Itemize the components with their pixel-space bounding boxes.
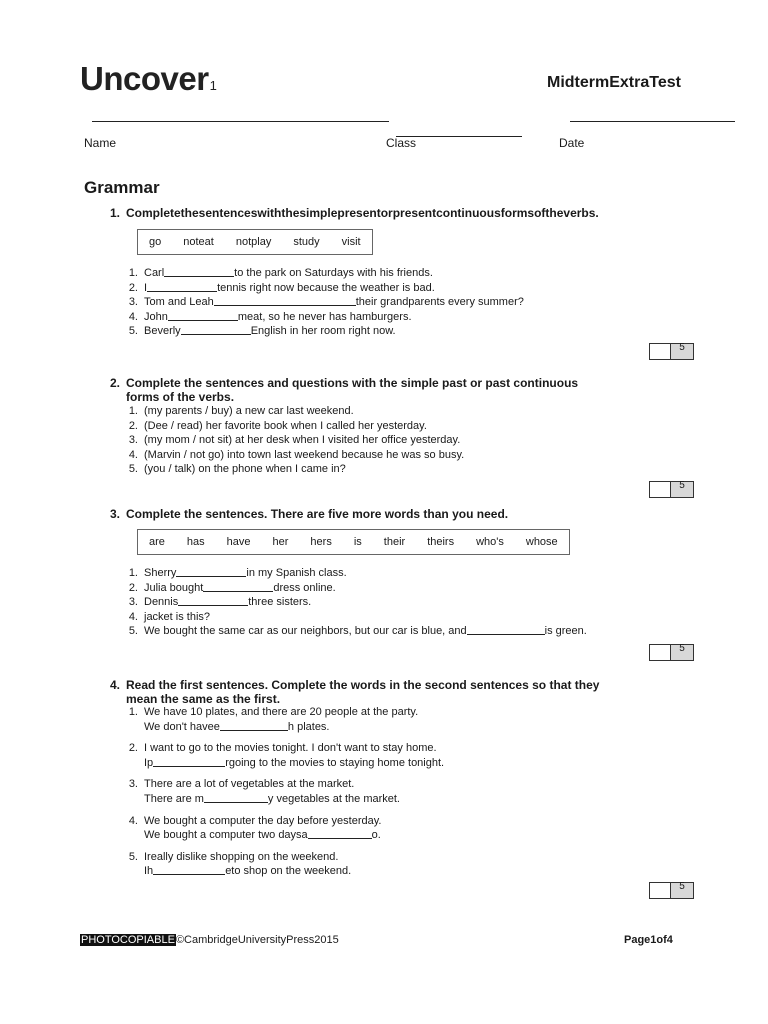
item-text: (Marvin / not go) into town last weekend because he was so busy. <box>144 448 465 461</box>
score-total: 5 <box>671 644 694 661</box>
item-text: to the park on Saturdays with his friends. <box>234 267 433 279</box>
score-entry[interactable] <box>649 882 671 899</box>
list-item <box>122 404 464 419</box>
item-number: 5. <box>128 325 138 338</box>
item-number-spacer <box>122 792 138 807</box>
list-item <box>122 566 587 581</box>
item-text: three sisters. <box>248 596 312 609</box>
item-number: 5. <box>128 625 138 638</box>
item-number: 5. <box>128 463 138 476</box>
list-item <box>122 433 464 448</box>
item-text: (my parents / buy) a new car last weekend. <box>144 405 354 417</box>
answer-blank[interactable] <box>220 720 288 731</box>
q2-items <box>122 404 464 477</box>
answer-blank[interactable] <box>204 792 268 803</box>
item-number: 3. <box>128 596 138 609</box>
item-number: 2. <box>128 281 138 294</box>
second-sentence-row <box>122 756 444 771</box>
name-label: Name <box>84 136 117 150</box>
first-sentence: There are a lot of vegetables at the market. <box>144 778 355 791</box>
footer <box>80 934 339 946</box>
first-sentence: We bought a computer the day before yesterday. <box>144 814 382 827</box>
item-number: 3. <box>128 778 138 791</box>
list-item <box>122 610 587 625</box>
q3-heading: 3. Complete the sentences. There are five more words than you need. <box>110 507 509 521</box>
logo: Uncover1 <box>80 60 217 97</box>
item-text: tennis right now because the weather is bad. <box>217 281 435 294</box>
item-text: jacket is this? <box>144 610 211 623</box>
q3-word-box <box>137 529 570 555</box>
answer-blank[interactable] <box>214 295 356 306</box>
answer-blank[interactable] <box>153 756 225 767</box>
first-sentence-row <box>122 814 444 829</box>
word-option: hers <box>310 536 332 548</box>
q4-score-box[interactable] <box>649 882 694 899</box>
list-item <box>122 462 464 477</box>
date-line[interactable] <box>570 121 735 122</box>
list-item <box>122 581 587 596</box>
item-text: meat, so he never has hamburgers. <box>237 310 412 323</box>
test-title: MidtermExtraTest <box>547 74 681 91</box>
list-item <box>122 741 444 770</box>
q2-score-box[interactable] <box>649 481 694 498</box>
item-text: Ih <box>144 865 154 878</box>
item-text: y vegetables at the market. <box>267 792 400 805</box>
score-total: 5 <box>671 481 694 498</box>
answer-blank[interactable] <box>308 828 372 839</box>
score-entry[interactable] <box>649 343 671 360</box>
item-text: their grandparents every summer? <box>355 296 524 309</box>
item-number-spacer <box>122 828 138 843</box>
second-sentence-row <box>122 720 444 735</box>
item-text: English in her room right now. <box>250 325 396 338</box>
score-entry[interactable] <box>649 644 671 661</box>
item-number: 1. <box>128 405 138 417</box>
item-number-spacer <box>122 720 138 735</box>
answer-blank[interactable] <box>168 310 238 321</box>
copyright: ©CambridgeUniversityPress2015 <box>175 934 339 946</box>
item-text: There are m <box>144 792 204 805</box>
first-sentence-row <box>122 777 444 792</box>
item-text: in my Spanish class. <box>246 567 347 579</box>
item-text: Carl <box>144 267 165 279</box>
answer-blank[interactable] <box>164 266 234 277</box>
answer-blank[interactable] <box>153 864 225 875</box>
section-title: Grammar <box>84 178 160 197</box>
page-number: Page1of4 <box>624 934 673 946</box>
first-sentence-row <box>122 705 444 720</box>
item-text: Beverly <box>144 325 181 338</box>
first-sentence: Ireally dislike shopping on the weekend. <box>144 850 339 863</box>
score-total: 5 <box>671 343 694 360</box>
item-text: I <box>144 281 148 294</box>
name-line[interactable] <box>92 121 389 122</box>
word-option: has <box>186 536 205 548</box>
photocopiable-label: PHOTOCOPIABLE <box>81 934 175 946</box>
q1-score-box[interactable] <box>649 343 694 360</box>
item-text: dress online. <box>273 581 336 594</box>
item-number: 1. <box>128 267 138 279</box>
item-text: Sherry <box>144 567 177 579</box>
item-text: h plates. <box>287 720 330 733</box>
list-item <box>122 310 524 325</box>
item-number-spacer <box>122 864 138 879</box>
item-text: eto shop on the weekend. <box>225 865 352 878</box>
item-text: We don't havee <box>144 720 220 733</box>
q4-heading: 4. Read the first sentences. Complete the words in the second sentences so that they mean the same as the first. <box>110 678 600 706</box>
word-option: theirs <box>427 536 455 548</box>
item-number-spacer <box>122 756 138 771</box>
item-text: Julia bought <box>144 581 204 594</box>
list-item <box>122 281 524 296</box>
item-number: 4. <box>128 814 138 827</box>
item-number: 2. <box>128 581 138 594</box>
q3-items <box>122 566 587 639</box>
item-number: 4. <box>128 310 138 323</box>
q1-heading: 1. Completethesentenceswiththesimplepresentorpresentcontinuousformsoftheverbs. <box>110 206 599 220</box>
word-option: have <box>226 536 251 548</box>
word-option: are <box>149 536 165 548</box>
item-text: John <box>144 310 168 323</box>
word-option: noteat <box>183 236 214 248</box>
first-sentence: We have 10 plates, and there are 20 people at the party. <box>144 706 419 718</box>
item-number: 2. <box>128 742 138 755</box>
answer-blank[interactable] <box>178 595 248 606</box>
second-sentence-row <box>122 864 444 879</box>
item-text: (you / talk) on the phone when I came in? <box>144 463 346 476</box>
item-number: 2. <box>128 419 138 432</box>
item-text: (Dee / read) her favorite book when I called her yesterday. <box>144 419 427 432</box>
item-text: Dennis <box>144 596 179 609</box>
class-label: Class <box>386 136 417 150</box>
answer-blank[interactable] <box>181 324 251 335</box>
list-item <box>122 595 587 610</box>
second-sentence-row <box>122 792 444 807</box>
answer-blank[interactable] <box>467 624 545 635</box>
list-item <box>122 295 524 310</box>
score-entry[interactable] <box>649 481 671 498</box>
item-number: 1. <box>128 567 138 579</box>
list-item <box>122 419 464 434</box>
word-option: study <box>293 236 320 248</box>
list-item <box>122 324 524 339</box>
q4-items <box>122 705 444 879</box>
item-text: We bought the same car as our neighbors, but our car is blue, and <box>144 625 467 638</box>
item-number: 4. <box>128 610 138 623</box>
item-number: 3. <box>128 434 138 447</box>
list-item <box>122 814 444 843</box>
item-text: Tom and Leah <box>144 296 214 309</box>
item-number: 3. <box>128 296 138 309</box>
q2-heading: 2. Complete the sentences and questions with the simple past or past continuous forms of the verbs. <box>110 376 579 404</box>
word-option: her <box>272 536 289 548</box>
first-sentence-row <box>122 741 444 756</box>
answer-blank[interactable] <box>203 581 273 592</box>
item-text: We bought a computer two daysa <box>144 829 308 842</box>
item-text: Ip <box>144 756 154 769</box>
list-item <box>122 777 444 806</box>
item-text: (my mom / not sit) at her desk when I visited her office yesterday. <box>144 434 461 447</box>
item-number: 5. <box>128 850 138 863</box>
q1-items <box>122 266 524 339</box>
word-option: who's <box>476 536 504 548</box>
item-text: is green. <box>544 625 587 638</box>
answer-blank[interactable] <box>147 281 217 292</box>
list-item <box>122 266 524 281</box>
list-item <box>122 624 587 639</box>
q1-word-box <box>137 229 373 255</box>
score-total: 5 <box>671 882 694 899</box>
first-sentence: I want to go to the movies tonight. I don't want to stay home. <box>144 742 437 755</box>
q3-score-box[interactable] <box>649 644 694 661</box>
list-item <box>122 850 444 879</box>
item-text: rgoing to the movies to staying home tonight. <box>225 756 445 769</box>
date-label: Date <box>559 136 585 150</box>
word-option: is <box>353 536 362 548</box>
list-item <box>122 448 464 463</box>
list-item <box>122 705 444 734</box>
answer-blank[interactable] <box>176 566 246 577</box>
word-option: their <box>383 536 406 548</box>
word-option: visit <box>341 236 361 248</box>
word-option: notplay <box>235 236 272 248</box>
item-number: 1. <box>128 706 138 718</box>
item-text: o. <box>371 829 381 842</box>
second-sentence-row <box>122 828 444 843</box>
word-option: go <box>149 236 162 248</box>
first-sentence-row <box>122 850 444 865</box>
word-option: whose <box>525 536 558 548</box>
item-number: 4. <box>128 448 138 461</box>
